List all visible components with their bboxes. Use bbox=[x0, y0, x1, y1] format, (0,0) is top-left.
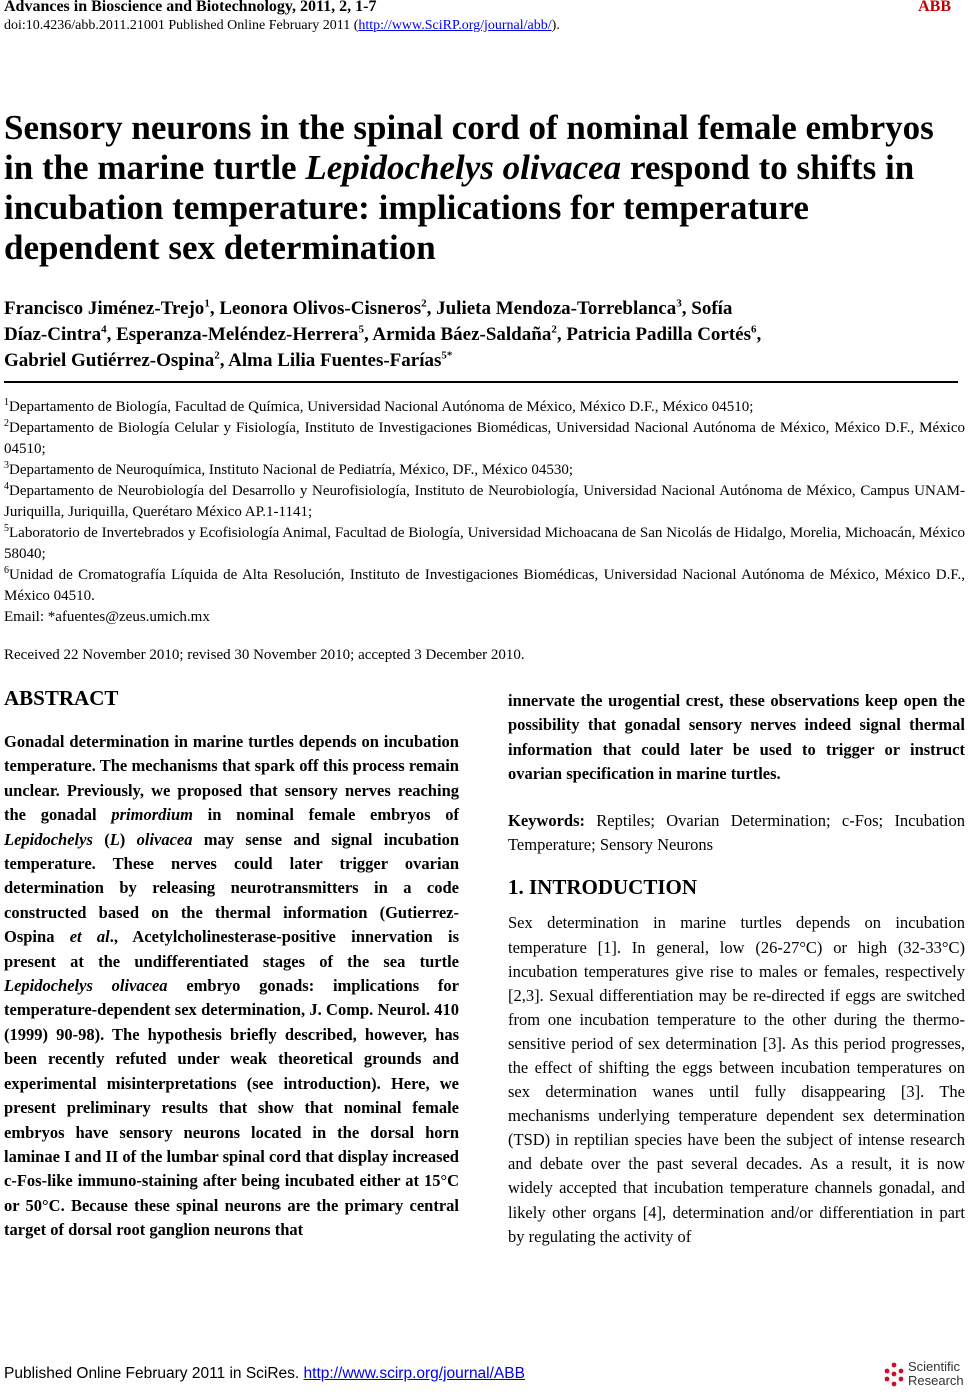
doi-end: ). bbox=[551, 18, 560, 33]
author-name: Esperanza-Meléndez-Herrera bbox=[116, 324, 359, 345]
journal-header: Advances in Bioscience and Biotechnology, 2011, 2, 1-7 bbox=[4, 0, 377, 15]
abstract-italic: olivacea bbox=[136, 829, 193, 849]
affiliation-number: 4 bbox=[4, 481, 9, 492]
title-line-2 bbox=[4, 148, 964, 188]
footer-link[interactable]: http://www.scirp.org/journal/ABB bbox=[303, 1365, 525, 1382]
author-name: Francisco Jiménez-Trejo bbox=[4, 298, 205, 319]
author-name: Díaz-Cintra bbox=[4, 324, 102, 345]
abstract-continuation: innervate the urogential crest, these observations keep open the possibility that gonadal sensory nerves indeed signal thermal information that could later be used to trigger or instruct ovarian specification in marine turtles. bbox=[508, 691, 965, 784]
author-name: Patricia Padilla Cortés bbox=[566, 324, 752, 345]
author-name: Julieta Mendoza-Torreblanca bbox=[436, 298, 677, 319]
affiliation-item bbox=[4, 481, 965, 523]
affiliation-text: Departamento de Biología, Facultad de Química, Universidad Nacional Autónoma de México, México D.F., México 04510; bbox=[9, 399, 754, 415]
abstract-text: ) bbox=[119, 829, 137, 849]
affiliation-marker: 4 bbox=[101, 323, 107, 336]
author-list bbox=[4, 296, 964, 374]
affiliations bbox=[4, 397, 965, 628]
keywords bbox=[508, 809, 965, 858]
affiliation-marker: 5 bbox=[358, 323, 364, 336]
author-line: Díaz-Cintra$^4$, Esperanza-Meléndez-Herrera$^5$, Armida Báez-Saldaña$^2$, Patricia Padilla Cortés$^6$, bbox=[4, 323, 762, 345]
affiliation-marker: 2 bbox=[421, 297, 427, 310]
affiliation-item bbox=[4, 565, 965, 607]
affiliation-item bbox=[4, 397, 965, 418]
author-name: Sofía bbox=[691, 298, 733, 319]
journal-link[interactable]: http://www.SciRP.org/journal/abb/ bbox=[358, 18, 552, 33]
author-name: Alma Lilia Fuentes-Farías bbox=[228, 350, 442, 371]
abstract-text: Gonadal determination in marine turtles depends on incubation temperature. The mechanisms that spark off this process remain unclear. Previously, we proposed that sensory nerves reaching the gonadal bbox=[4, 732, 459, 825]
right-column bbox=[508, 689, 965, 1249]
doi-text: doi:10.4236/abb.2011.21001 Published Online February 2011 ( bbox=[4, 18, 359, 33]
abstract-text: ( bbox=[92, 829, 110, 849]
affiliation-number: 5 bbox=[4, 523, 9, 534]
footer bbox=[4, 1365, 525, 1383]
keywords-label: Keywords: bbox=[508, 810, 585, 830]
title-line-4: dependent sex determination bbox=[4, 228, 436, 267]
logo-text-line: Research bbox=[908, 1373, 964, 1388]
author-line: Gabriel Gutiérrez-Ospina$^2$, Alma Lilia Fuentes-Farías$^{5*}$ bbox=[4, 349, 453, 371]
received-dates: Received 22 November 2010; revised 30 November 2010; accepted 3 December 2010. bbox=[4, 647, 525, 663]
affiliation-text: Laboratorio de Invertebrados y Ecofisiología Animal, Facultad de Biología, Universidad Michoacana de San Nicolás de Hidalgo, Morelia, Michoacán, México 58040; bbox=[4, 525, 965, 562]
affiliation-number: 6 bbox=[4, 565, 9, 576]
divider bbox=[4, 381, 958, 383]
title-text: respond to shifts in bbox=[621, 148, 915, 187]
logo-text bbox=[908, 1360, 964, 1388]
author-name: Leonora Olivos-Cisneros bbox=[219, 298, 422, 319]
affiliation-item bbox=[4, 523, 965, 565]
affiliation-number: 3 bbox=[4, 460, 9, 471]
affiliation-number: 2 bbox=[4, 418, 9, 429]
title-line-3: incubation temperature: implications for temperature bbox=[4, 188, 809, 227]
introduction-heading: 1. INTRODUCTION bbox=[508, 875, 698, 900]
abstract-text: in nominal female embryos of bbox=[192, 805, 459, 825]
journal-abbreviation: ABB bbox=[918, 0, 951, 15]
abstract-body bbox=[4, 730, 459, 1243]
abstract-text: embryo gonads: implications for temperature-dependent sex determination, J. Comp. Neurol. 410 (1999) 90-98). The hypothesis briefly described, however, has been recently refuted under weak theoretical grounds and experimental misinterpretations (see introduction). Here, we present preliminary results that show that nominal female embryos have sensory neurons located in the dorsal horn laminae I and II of the lumbar spinal cord that display increased c-Fos-like immuno-staining after being incubated either at 15°C or 50°C. Because these spinal neurons are the primary central target of dorsal root ganglion neurons that bbox=[4, 976, 459, 1240]
left-column bbox=[4, 684, 459, 1243]
author-line: Francisco Jiménez-Trejo$^1$, Leonora Olivos-Cisneros$^2$, Julieta Mendoza-Torreblanca$^3$, Sofía bbox=[4, 297, 733, 319]
abstract-italic: Lepidochelys bbox=[4, 829, 93, 849]
affiliation-marker: 1 bbox=[204, 297, 210, 310]
affiliation-marker: 5* bbox=[441, 349, 453, 362]
species-name: Lepidochelys olivacea bbox=[305, 148, 622, 187]
abstract-italic: primordium bbox=[111, 805, 193, 825]
paper-title bbox=[4, 108, 964, 268]
affiliation-text: Departamento de Neuroquímica, Instituto Nacional de Pediatría, México, DF., México 04530; bbox=[9, 462, 574, 478]
scientific-research-logo-icon bbox=[882, 1362, 906, 1388]
affiliation-marker: 6 bbox=[751, 323, 757, 336]
affiliation-item bbox=[4, 418, 965, 460]
publisher-logo bbox=[882, 1358, 962, 1392]
affiliation-text: Unidad de Cromatografía Líquida de Alta Resolución, Instituto de Investigaciones Biomédicas, Universidad Nacional Autónoma de México, México D.F., México 04510. bbox=[4, 567, 965, 604]
affiliation-marker: 2 bbox=[214, 349, 220, 362]
affiliation-marker: 2 bbox=[551, 323, 557, 336]
affiliation-text: Departamento de Biología Celular y Fisiología, Instituto de Investigaciones Biomédicas, Universidad Nacional Autónoma de México, México D.F., México 04510; bbox=[4, 420, 965, 457]
abstract-heading: ABSTRACT bbox=[4, 686, 119, 710]
title-text: in the marine turtle bbox=[4, 148, 306, 187]
abstract-text: may sense and signal incubation temperature. These nerves could later trigger ovarian determination by releasing neurotransmitters in a code constructed based on the thermal information (Gutierrez-Ospina bbox=[4, 829, 460, 947]
author-name: Armida Báez-Saldaña bbox=[372, 324, 552, 345]
affiliation-item bbox=[4, 460, 965, 481]
title-line-1: Sensory neurons in the spinal cord of nominal female embryos bbox=[4, 108, 934, 147]
logo-text-line: Scientific bbox=[908, 1359, 961, 1374]
affiliation-number: 1 bbox=[4, 397, 9, 408]
abstract-italic: L bbox=[109, 829, 120, 849]
author-name: Gabriel Gutiérrez-Ospina bbox=[4, 350, 215, 371]
footer-text: Published Online February 2011 in SciRes. bbox=[4, 1365, 304, 1382]
abstract-italic: Lepidochelys olivacea bbox=[4, 976, 168, 996]
introduction-body: Sex determination in marine turtles depends on incubation temperature [1]. In general, low (26-27°C) or high (32-33°C) incubation temperatures give rise to males or females, respectively [2,3]. Sexual differentiation may be re-directed if eggs are switched from one incubation temperature to the other during the thermo-sensitive period of sex determination [3]. As this period progresses, the effect of shifting the eggs between incubation temperatures on sex determination wanes until fully disappearing [3]. The mechanisms underlying temperature dependent sex determination (TSD) in reptilian species have been the subject of intense research and debate over the past several decades. As a result, it is now widely accepted that incubation temperature channels gonadal, and likely other organs [4], determination and/or differentiation in part by regulating the activity of bbox=[508, 913, 965, 1246]
contact-email: Email: *afuentes@zeus.umich.mx bbox=[4, 609, 210, 625]
abstract-italic: et al bbox=[69, 927, 110, 947]
affiliation-list bbox=[4, 397, 965, 607]
affiliation-text: Departamento de Neurobiología del Desarrollo y Neurofisiología, Instituto de Neurobiología, Universidad Nacional Autónoma de México, Campus UNAM-Juriquilla, Juriquilla, Querétaro México AP.1-1141; bbox=[4, 483, 965, 520]
keywords-text: Reptiles; Ovarian Determination; c-Fos; Incubation Temperature; Sensory Neurons bbox=[508, 810, 965, 855]
doi-line bbox=[4, 18, 560, 34]
affiliation-marker: 3 bbox=[676, 297, 682, 310]
abstract-text: ., Acetylcholinesterase-positive innervation is present at the undifferentiated stages of the sea turtle bbox=[4, 927, 459, 971]
